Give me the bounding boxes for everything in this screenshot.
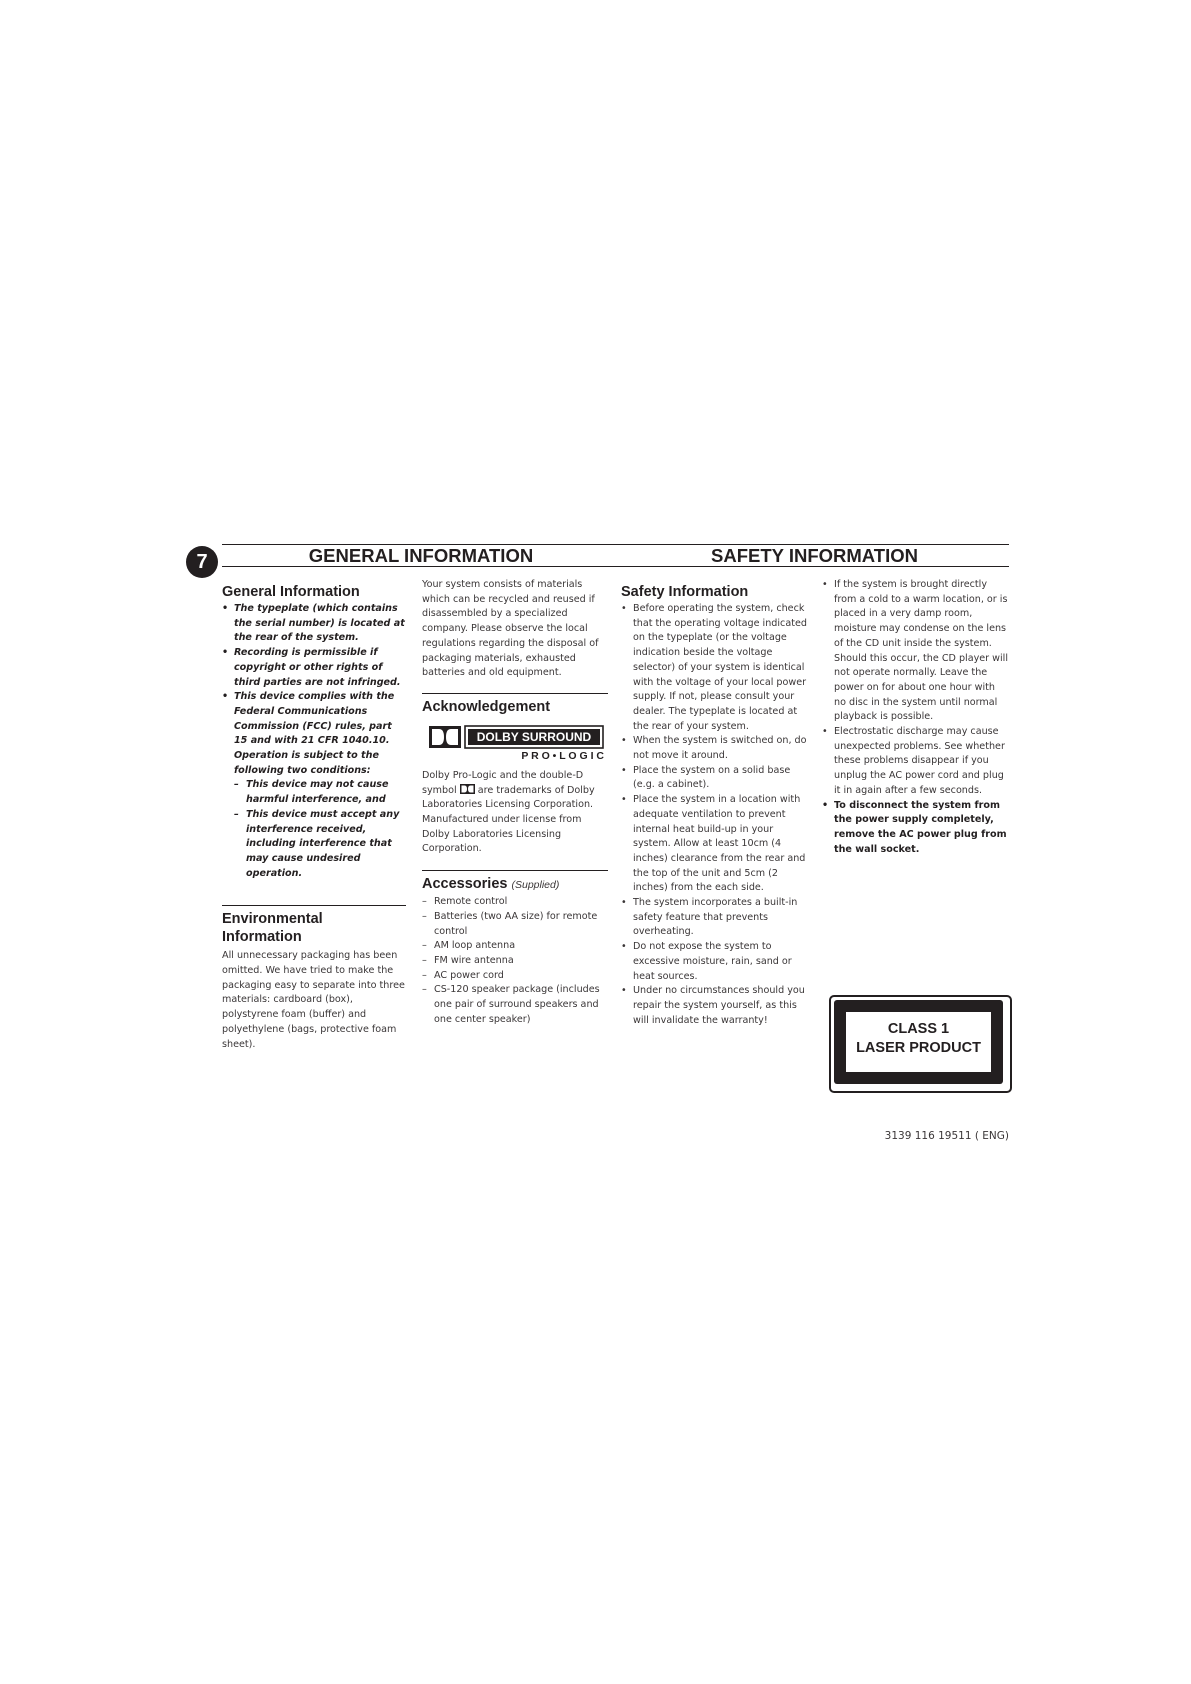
safety-list [621, 602, 807, 1028]
bullet-mark: • [822, 726, 828, 738]
list-item-text: Under no circumstances should you repair the system yourself, as this will invalidate the warranty! [633, 985, 805, 1026]
bullet-mark: • [822, 579, 828, 590]
bullet-mark: • [222, 647, 229, 659]
list-item [822, 578, 1009, 725]
list-item-text: Electrostatic discharge may cause unexpected problems. See whether these problems disappear if you unplug the AC power cord and plug it in again after a few seconds. [834, 726, 1005, 796]
bullet-mark: • [621, 941, 627, 953]
bullet-mark: • [621, 735, 627, 747]
acknowledgement-text [422, 769, 608, 857]
dash-mark: – [422, 910, 427, 922]
list-item [621, 940, 807, 984]
page-number: 7 [186, 546, 218, 578]
pro-logic-text: P R O • L O G I C [521, 749, 604, 762]
list-item [621, 602, 807, 734]
list-item-text: This device may not cause harmful interference, and [246, 779, 389, 806]
accessories-heading-text: Accessories [422, 876, 508, 893]
list-item-text: The system incorporates a built-in safety feature that prevents overheating. [633, 897, 798, 938]
list-item [422, 939, 608, 954]
bullet-mark: • [621, 764, 627, 776]
bullet-mark: • [621, 985, 627, 997]
bullet-mark: • [822, 799, 829, 811]
list-item-text: Do not expose the system to excessive moisture, rain, sand or heat sources. [633, 941, 792, 982]
list-item [422, 969, 608, 984]
list-item-text: To disconnect the system from the power supply completely, remove the AC power plug from the wall socket. [834, 799, 1007, 855]
list-item [422, 910, 608, 939]
list-item-text: Recording is permissible if copyright or other rights of third parties are not infringed. [234, 647, 401, 688]
list-item-text: CS-120 speaker package (includes one pair of surround speakers and one center speaker) [434, 984, 600, 1025]
column-2 [422, 578, 608, 1027]
environmental-text: All unnecessary packaging has been omitted. We have tried to make the packaging easy to separate into three materials: cardboard (box), polystyrene foam (buffer) and polyethylene (bags, protective foam sheet). [222, 950, 405, 1050]
list-item-text: Place the system on a solid base (e.g. a cabinet). [633, 764, 791, 791]
list-item [222, 646, 406, 690]
list-item-text: Place the system in a location with adequate ventilation to prevent internal heat build-up in your system. Allow at least 10cm (4 inches) clearance from the rear and the top of the unit and 5cm (2 inches) from the each side. [633, 794, 806, 894]
list-item [422, 954, 608, 969]
accessories-heading-note: (Supplied) [511, 879, 560, 892]
list-item [621, 984, 807, 1028]
general-information-list [222, 602, 406, 881]
list-item [621, 734, 807, 763]
environmental-text-continued: Your system consists of materials which can be recycled and reused if disassembled by a specialized company. Please observe the local regulations regarding the disposal of packaging materials, exhausted batteries and old equipment. [422, 579, 599, 679]
dolby-surround-text: DOLBY SURROUND [476, 729, 592, 744]
dash-mark: – [422, 984, 427, 996]
dash-mark: – [422, 896, 427, 908]
general-information-title: GENERAL INFORMATION [308, 545, 534, 566]
column-1 [222, 578, 406, 1052]
acknowledgement-text-end: are trademarks of Dolby Laboratories Licensing Corporation. Manufactured under license from Dolby Laboratories Licensing Corporation. [422, 784, 595, 855]
list-item [422, 983, 608, 1027]
acknowledgement-text-start: Dolby Pro-Logic and the double-D symbol [422, 769, 584, 796]
list-item [621, 793, 807, 896]
list-item [234, 808, 406, 882]
list-item-text: This device must accept any interference received, including interference that may cause undesired operation. [246, 808, 400, 879]
list-item [822, 799, 1009, 858]
document-code: 3139 116 19511 ( ENG) [884, 1130, 1009, 1142]
safety-information-heading: Safety Information [621, 584, 749, 600]
dash-mark: – [234, 779, 239, 791]
general-information-heading: General Information [222, 584, 360, 600]
column-3 [621, 578, 807, 1028]
bullet-mark: • [621, 603, 627, 614]
list-item-text: Remote control [434, 896, 508, 908]
bullet-mark: • [222, 691, 229, 703]
list-item-text: When the system is switched on, do not move it around. [633, 735, 807, 762]
list-item-text: The typeplate (which contains the serial number) is located at the rear of the system. [234, 603, 405, 644]
acknowledgement-heading: Acknowledgement [422, 693, 608, 716]
dash-mark: – [422, 954, 427, 966]
list-item [222, 602, 406, 646]
list-item [234, 778, 406, 807]
list-item [822, 725, 1009, 799]
list-item [222, 690, 406, 881]
laser-label-text [846, 1020, 991, 1058]
dash-mark: – [234, 808, 239, 820]
list-item [621, 896, 807, 940]
dash-mark: – [422, 969, 427, 981]
bullet-mark: • [621, 897, 627, 909]
list-item [621, 764, 807, 793]
double-d-symbol-icon [460, 784, 475, 794]
environmental-information-heading: Environmental Information [222, 905, 406, 946]
safety-information-title: SAFETY INFORMATION [711, 545, 918, 566]
list-item-text: FM wire antenna [434, 954, 514, 966]
accessories-heading [422, 870, 608, 894]
accessories-list [422, 895, 608, 1027]
laser-product-line: LASER PRODUCT [856, 1040, 981, 1056]
conditions-list [234, 778, 406, 881]
safety-list-continued [822, 578, 1009, 857]
column-4 [822, 578, 1009, 857]
dolby-pro-logic-logo [429, 725, 608, 763]
list-item-text: AC power cord [434, 969, 504, 981]
list-item-text: If the system is brought directly from a cold to a warm location, or is placed in a very damp room, moisture may condense on the lens of the CD unit inside the system. Should this occur, the CD player will not operate normally. Leave the power on for about one hour with no disc in the system until normal playback is possible. [834, 579, 1009, 723]
list-item [422, 895, 608, 910]
list-item-text: Batteries (two AA size) for remote control [434, 910, 598, 937]
dash-mark: – [422, 940, 427, 952]
list-item-text: Before operating the system, check that the operating voltage indicated on the typeplate (or the voltage indication beside the voltage selector) of your system is identical with the voltage of your local power supply. If not, please consult your dealer. The typeplate is located at the rear of your system. [633, 603, 807, 732]
bullet-mark: • [621, 794, 627, 806]
laser-class-line: CLASS 1 [887, 1021, 950, 1037]
list-item-text: This device complies with the Federal Communications Commission (FCC) rules, part 15 and with 21 CFR 1040.10. Operation is subject to the following two conditions: [234, 691, 395, 776]
bullet-mark: • [222, 603, 229, 614]
list-item-text: AM loop antenna [434, 940, 516, 952]
